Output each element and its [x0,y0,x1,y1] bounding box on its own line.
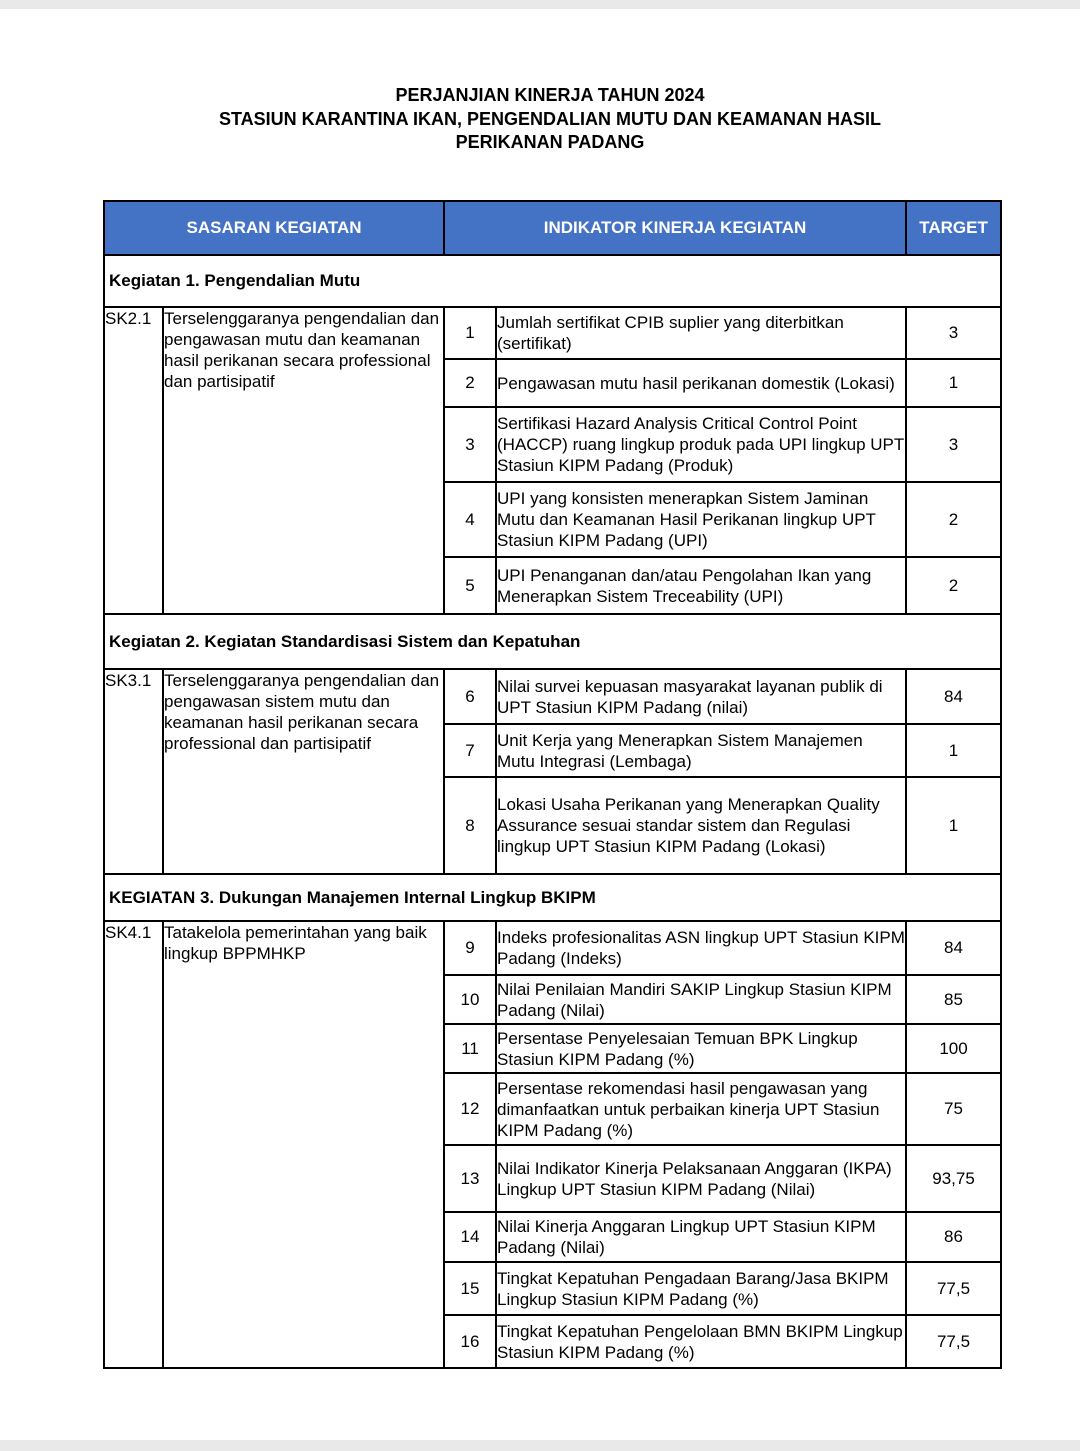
indicator-number: 14 [444,1212,496,1262]
target-value: 1 [906,777,1001,874]
indicator-text: Sertifikasi Hazard Analysis Critical Control Point (HACCP) ruang lingkup produk pada UPI lingkup UPT Stasiun KIPM Padang (Produk) [496,407,906,482]
sasaran-text: Tatakelola pemerintahan yang baik lingkup BPPMHKP [163,921,444,1368]
section-heading-row [104,614,1001,669]
title-line-2: STASIUN KARANTINA IKAN, PENGENDALIAN MUTU DAN KEAMANAN HASIL [219,108,881,129]
indicator-number: 6 [444,669,496,724]
header-sasaran-kegiatan: SASARAN KEGIATAN [104,201,444,255]
target-value: 3 [906,407,1001,482]
target-value: 84 [906,669,1001,724]
sasaran-text: Terselenggaranya pengendalian dan pengawasan mutu dan keamanan hasil perikanan secara professional dan partisipatif [163,307,444,614]
target-value: 77,5 [906,1315,1001,1368]
target-value: 77,5 [906,1262,1001,1315]
table-row [104,921,1001,975]
target-value: 2 [906,557,1001,614]
indicator-number: 8 [444,777,496,874]
sasaran-code: SK2.1 [104,307,163,614]
indicator-text: Indeks profesionalitas ASN lingkup UPT Stasiun KIPM Padang (Indeks) [496,921,906,975]
indicator-text: Nilai Indikator Kinerja Pelaksanaan Anggaran (IKPA) Lingkup UPT Stasiun KIPM Padang (Nilai) [496,1145,906,1212]
target-value: 100 [906,1024,1001,1073]
target-value: 75 [906,1073,1001,1145]
indicator-text: Persentase rekomendasi hasil pengawasan yang dimanfaatkan untuk perbaikan kinerja UPT Stasiun KIPM Padang (%) [496,1073,906,1145]
indicator-number: 15 [444,1262,496,1315]
target-value: 85 [906,975,1001,1024]
indicator-text: Jumlah sertifikat CPIB suplier yang diterbitkan (sertifikat) [496,307,906,359]
performance-agreement-table [103,200,1002,1369]
section-heading: KEGIATAN 3. Dukungan Manajemen Internal Lingkup BKIPM [104,874,1001,921]
indicator-text: UPI Penanganan dan/atau Pengolahan Ikan yang Menerapkan Sistem Treceability (UPI) [496,557,906,614]
indicator-text: Tingkat Kepatuhan Pengelolaan BMN BKIPM Lingkup Stasiun KIPM Padang (%) [496,1315,906,1368]
indicator-number: 10 [444,975,496,1024]
section-heading-row [104,255,1001,307]
target-value: 1 [906,724,1001,777]
header-indikator-kinerja: INDIKATOR KINERJA KEGIATAN [444,201,906,255]
indicator-number: 16 [444,1315,496,1368]
bottom-edge-strip [0,1440,1080,1451]
section-heading: Kegiatan 1. Pengendalian Mutu [104,255,1001,307]
indicator-number: 1 [444,307,496,359]
indicator-text: Lokasi Usaha Perikanan yang Menerapkan Quality Assurance sesuai standar sistem dan Regulasi lingkup UPT Stasiun KIPM Padang (Lokasi) [496,777,906,874]
target-value: 86 [906,1212,1001,1262]
document-title [0,84,1080,155]
target-value: 93,75 [906,1145,1001,1212]
indicator-text: Persentase Penyelesaian Temuan BPK Lingkup Stasiun KIPM Padang (%) [496,1024,906,1073]
indicator-text: Unit Kerja yang Menerapkan Sistem Manajemen Mutu Integrasi (Lembaga) [496,724,906,777]
table-row [104,307,1001,359]
sasaran-code: SK3.1 [104,669,163,874]
indicator-text: Tingkat Kepatuhan Pengadaan Barang/Jasa BKIPM Lingkup Stasiun KIPM Padang (%) [496,1262,906,1315]
indicator-text: Pengawasan mutu hasil perikanan domestik (Lokasi) [496,359,906,407]
target-value: 84 [906,921,1001,975]
indicator-number: 3 [444,407,496,482]
top-edge-strip [0,0,1080,9]
table-row [104,669,1001,724]
section-heading-row [104,874,1001,921]
indicator-number: 5 [444,557,496,614]
target-value: 3 [906,307,1001,359]
indicator-number: 4 [444,482,496,557]
header-target: TARGET [906,201,1001,255]
section-heading: Kegiatan 2. Kegiatan Standardisasi Sistem dan Kepatuhan [104,614,1001,669]
title-line-3: PERIKANAN PADANG [455,132,645,152]
indicator-number: 2 [444,359,496,407]
target-value: 2 [906,482,1001,557]
indicator-text: Nilai Penilaian Mandiri SAKIP Lingkup Stasiun KIPM Padang (Nilai) [496,975,906,1024]
indicator-number: 9 [444,921,496,975]
indicator-number: 7 [444,724,496,777]
indicator-text: Nilai survei kepuasan masyarakat layanan publik di UPT Stasiun KIPM Padang (nilai) [496,669,906,724]
indicator-text: Nilai Kinerja Anggaran Lingkup UPT Stasiun KIPM Padang (Nilai) [496,1212,906,1262]
indicator-number: 12 [444,1073,496,1145]
title-line-1: PERJANJIAN KINERJA TAHUN 2024 [395,85,705,105]
indicator-text: UPI yang konsisten menerapkan Sistem Jaminan Mutu dan Keamanan Hasil Perikanan lingkup UPT Stasiun KIPM Padang (UPI) [496,482,906,557]
target-value: 1 [906,359,1001,407]
sasaran-code: SK4.1 [104,921,163,1368]
sasaran-text: Terselenggaranya pengendalian dan pengawasan sistem mutu dan keamanan hasil perikanan secara professional dan partisipatif [163,669,444,874]
table-header-row [104,201,1001,255]
indicator-number: 11 [444,1024,496,1073]
indicator-number: 13 [444,1145,496,1212]
